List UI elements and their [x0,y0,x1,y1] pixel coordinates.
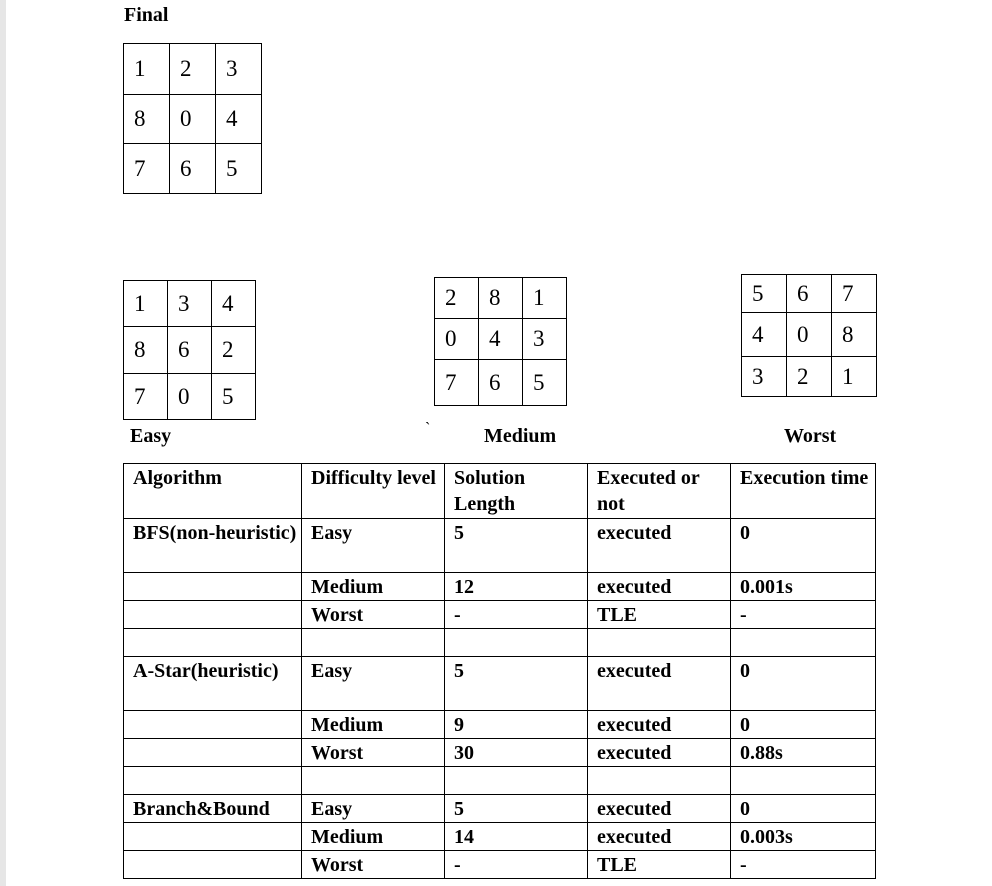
grid-cell: 6 [170,144,216,194]
grid-cell: 0 [787,313,832,357]
header-algorithm: Algorithm [124,464,302,519]
table-cell: 30 [445,739,588,767]
table-cell: 12 [445,573,588,601]
grid-cell: 7 [435,360,479,406]
table-row [124,711,876,739]
grid-cell: 3 [216,44,262,95]
stray-backtick: ` [425,420,431,437]
grid-cell: 8 [124,95,170,144]
table-cell: executed [588,573,731,601]
medium-puzzle-grid [434,277,567,406]
table-cell: Worst [302,739,445,767]
table-cell: 0.001s [731,573,876,601]
table-cell: Branch&Bound [124,795,302,823]
table-row [124,739,876,767]
table-cell [124,823,302,851]
table-cell: executed [588,739,731,767]
grid-cell: 7 [124,374,168,420]
table-cell [445,629,588,657]
table-cell [124,629,302,657]
table-cell: Medium [302,573,445,601]
table-cell [302,629,445,657]
table-cell [124,767,302,795]
table-cell: executed [588,711,731,739]
table-cell: Easy [302,519,445,573]
table-cell: Easy [302,795,445,823]
table-cell: executed [588,657,731,711]
table-cell: TLE [588,601,731,629]
table-row [124,573,876,601]
table-row [124,767,876,795]
table-cell: A-Star(heuristic) [124,657,302,711]
table-cell: 0 [731,519,876,573]
table-cell: 0 [731,657,876,711]
grid-cell: 3 [523,319,567,360]
table-cell: TLE [588,851,731,879]
grid-cell: 8 [124,327,168,374]
grid-cell: 1 [124,281,168,327]
final-label: Final [124,4,169,26]
grid-cell: 3 [742,357,787,397]
table-cell: 0 [731,795,876,823]
table-cell [588,767,731,795]
grid-cell: 0 [168,374,212,420]
header-executed: Executed or not [588,464,731,519]
grid-cell: 8 [479,278,523,319]
table-cell [124,573,302,601]
table-cell [588,629,731,657]
grid-cell: 3 [168,281,212,327]
grid-cell: 4 [216,95,262,144]
table-cell: 5 [445,795,588,823]
table-cell: BFS(non-heuristic) [124,519,302,573]
table-cell [731,767,876,795]
page-left-edge [0,0,6,886]
grid-cell: 2 [435,278,479,319]
table-cell: Worst [302,851,445,879]
grid-cell: 6 [168,327,212,374]
grid-cell: 1 [832,357,877,397]
medium-label: Medium [484,425,557,447]
table-cell [445,767,588,795]
table-cell: 0 [731,711,876,739]
table-cell: 5 [445,519,588,573]
table-cell: Easy [302,657,445,711]
table-cell: Worst [302,601,445,629]
table-row [124,657,876,711]
table-cell: executed [588,823,731,851]
table-cell: - [731,851,876,879]
table-row [124,601,876,629]
grid-cell: 7 [832,275,877,313]
final-puzzle-grid [123,43,262,194]
grid-cell: 2 [170,44,216,95]
grid-cell: 1 [124,44,170,95]
grid-cell: 5 [742,275,787,313]
table-cell [731,629,876,657]
worst-puzzle-grid [741,274,877,397]
grid-cell: 4 [212,281,256,327]
grid-cell: 2 [212,327,256,374]
table-cell: 14 [445,823,588,851]
table-row [124,519,876,573]
table-cell: Medium [302,823,445,851]
grid-cell: 0 [435,319,479,360]
table-cell: 5 [445,657,588,711]
grid-cell: 8 [832,313,877,357]
table-cell: - [731,601,876,629]
grid-cell: 4 [742,313,787,357]
grid-cell: 4 [479,319,523,360]
grid-cell: 6 [479,360,523,406]
table-cell: executed [588,519,731,573]
table-cell: executed [588,795,731,823]
table-header-row [124,464,876,519]
table-row [124,629,876,657]
table-cell: 0.003s [731,823,876,851]
table-cell [302,767,445,795]
table-cell: - [445,601,588,629]
grid-cell: 5 [523,360,567,406]
worst-label: Worst [784,425,837,447]
grid-cell: 5 [212,374,256,420]
header-execution-time: Execution time [731,464,876,519]
easy-label: Easy [130,425,172,447]
grid-cell: 6 [787,275,832,313]
grid-cell: 1 [523,278,567,319]
table-cell [124,601,302,629]
header-difficulty: Difficulty level [302,464,445,519]
table-cell [124,711,302,739]
header-solution-length: Solution Length [445,464,588,519]
grid-cell: 0 [170,95,216,144]
table-cell: 9 [445,711,588,739]
table-cell: Medium [302,711,445,739]
grid-cell: 7 [124,144,170,194]
table-row [124,795,876,823]
table-cell: 0.88s [731,739,876,767]
table-cell [124,851,302,879]
grid-cell: 2 [787,357,832,397]
table-cell [124,739,302,767]
easy-puzzle-grid [123,280,256,420]
table-cell: - [445,851,588,879]
results-table [123,463,876,879]
grid-cell: 5 [216,144,262,194]
table-row [124,823,876,851]
table-row [124,851,876,879]
